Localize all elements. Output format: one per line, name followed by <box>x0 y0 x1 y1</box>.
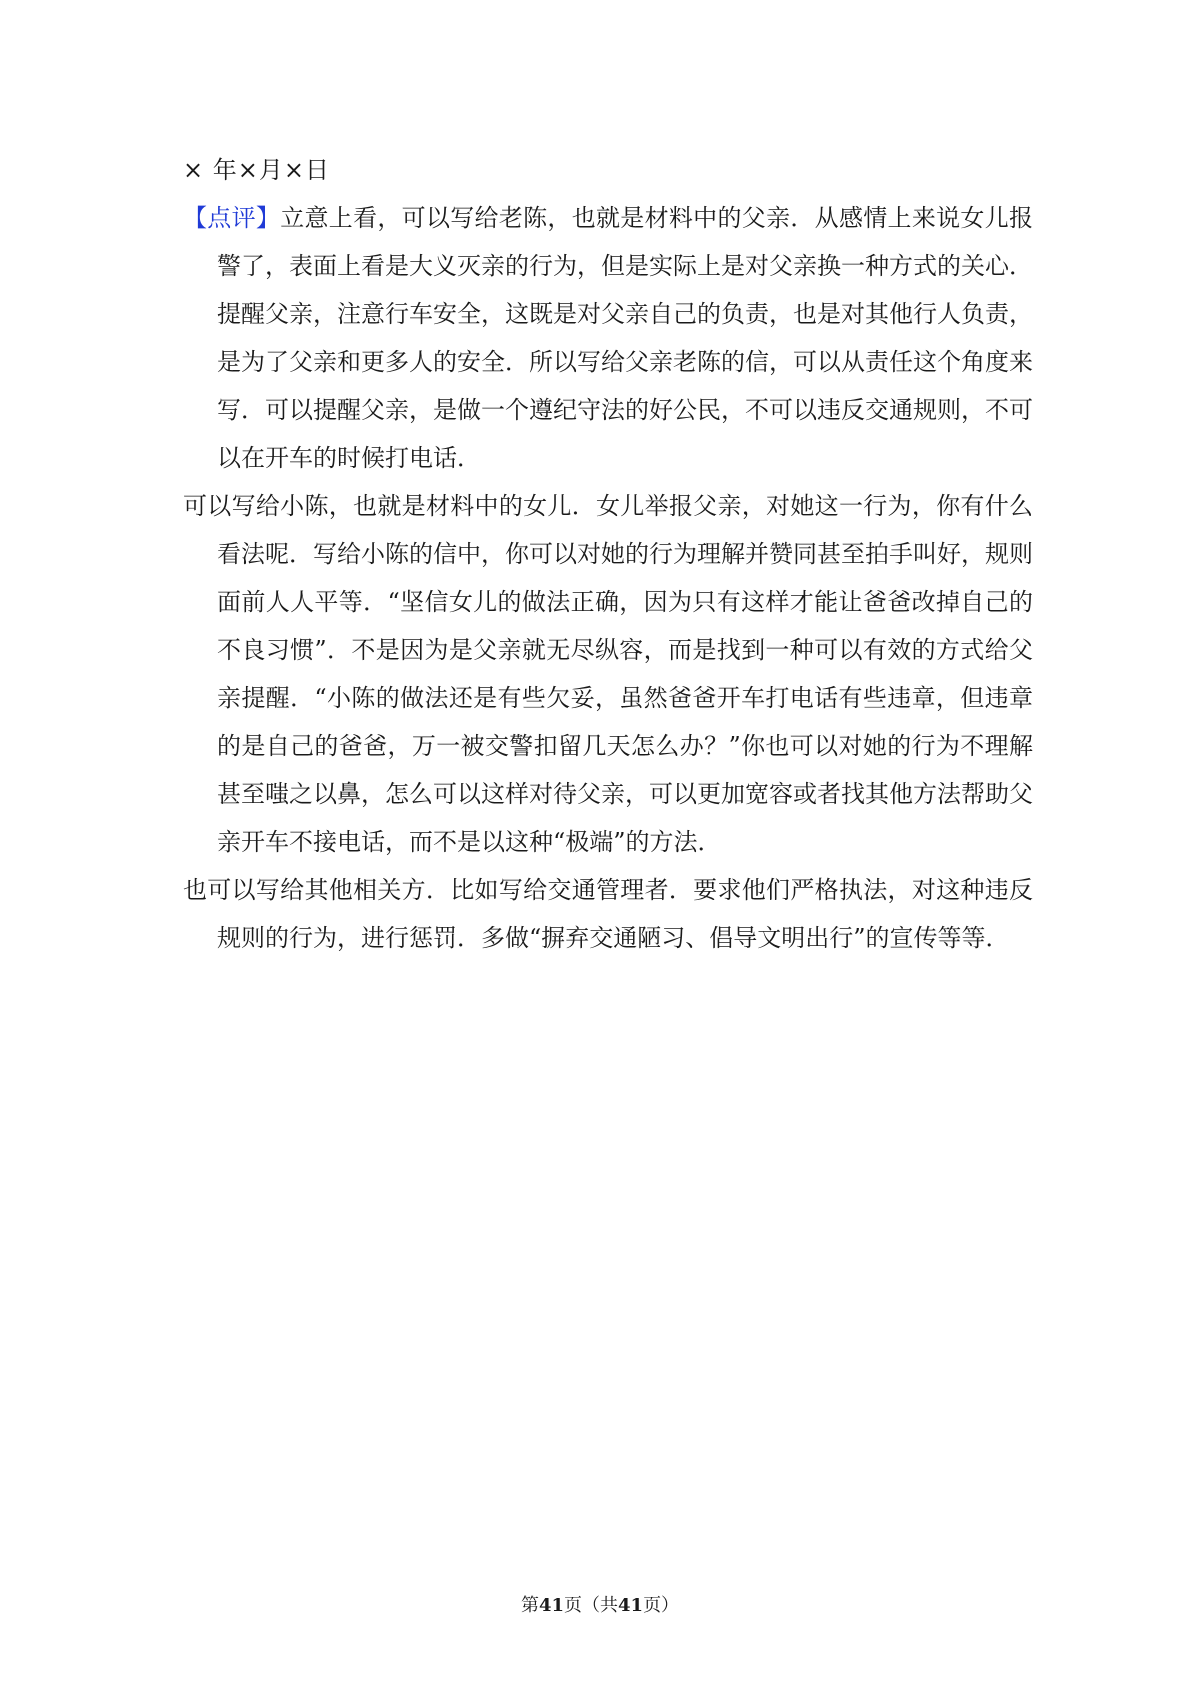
date-line: × 年×月×日 <box>183 156 330 184</box>
review-paragraph <box>183 194 1033 482</box>
footer-total-pages: 41 <box>618 1595 644 1616</box>
paragraph-other-parties: 也可以写给其他相关方．比如写给交通管理者．要求他们严格执法，对这种违反规则的行为，进行惩罚．多做“摒弃交通陋习、倡导文明出行”的宣传等等． <box>183 876 1033 952</box>
footer-suffix: 页） <box>643 1595 680 1616</box>
review-text: 立意上看，可以写给老陈，也就是材料中的父亲．从感情上来说女儿报警了，表面上看是大义灭亲的行为，但是实际上是对父亲换一种方式的关心．提醒父亲，注意行车安全，这既是对父亲自己的负责，也是对其他行人负责，是为了父亲和更多人的安全．所以写给父亲老陈的信，可以从责任这个角度来写．可以提醒父亲，是做一个遵纪守法的好公民，不可以违反交通规则，不可以在开车的时候打电话． <box>217 204 1034 472</box>
footer-current-page: 41 <box>538 1595 564 1616</box>
paragraph-daughter: 可以写给小陈，也就是材料中的女儿．女儿举报父亲，对她这一行为，你有什么看法呢．写给小陈的信中，你可以对她的行为理解并赞同甚至拍手叫好，规则面前人人平等．“坚信女儿的做法正确，因为只有这样才能让爸爸改掉自己的不良习惯”．不是因为是父亲就无尽纵容，而是找到一种可以有效的方式给父亲提醒．“小陈的做法还是有些欠妥，虽然爸爸开车打电话有些违章，但违章的是自己的爸爸，万一被交警扣留几天怎么办？”你也可以对她的行为不理解甚至嗤之以鼻，怎么可以这样对待父亲，可以更加宽容或者找其他方法帮助父亲开车不接电话，而不是以这种“极端”的方法． <box>183 492 1033 856</box>
document-body <box>183 146 1033 962</box>
footer-middle: 页（共 <box>564 1595 618 1616</box>
page-footer <box>0 1594 1200 1618</box>
footer-prefix: 第 <box>520 1595 539 1616</box>
review-tag: 【点评】 <box>183 204 281 232</box>
